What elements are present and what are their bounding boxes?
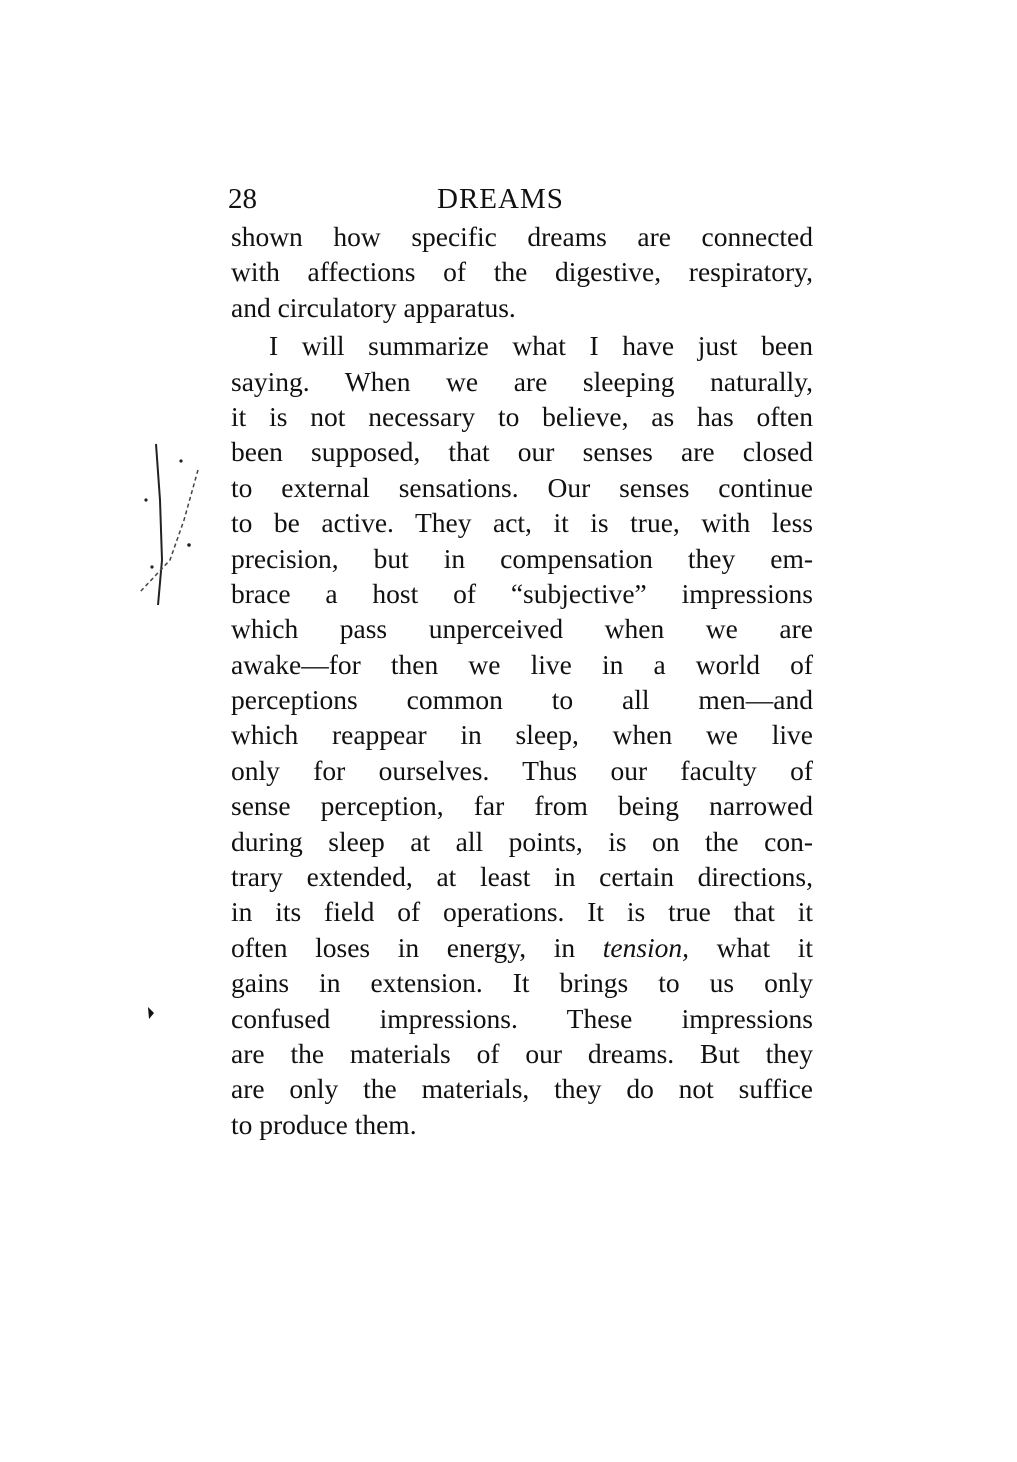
text-line: I will summarize what I have just been [269,330,813,362]
text-line: which reappear in sleep, when we live [231,719,813,751]
text-line: and circulatory apparatus. [231,291,516,323]
text-line: only for ourselves. Thus our faculty of [231,754,813,786]
text-line: to be active. They act, it is true, with less [231,507,813,539]
text-line: with affections of the digestive, respiratory, [231,256,813,288]
text-line: awake—for then we live in a world of [231,648,813,680]
text-line: to external sensations. Our senses continue [231,471,813,503]
text-line: confused impressions. These impressions [231,1002,813,1034]
text-segment: often loses in energy, in [231,931,603,963]
text-line: which pass unperceived when we are [231,613,813,645]
text-segment: what it [689,931,813,963]
text-line: it is not necessary to believe, as has often [231,400,813,432]
text-line: are the materials of our dreams. But they [231,1037,813,1069]
text-line: are only the materials, they do not suffice [231,1073,813,1105]
text-line: gains in extension. It brings to us only [231,967,813,999]
text-line: trary extended, at least in certain directions, [231,861,813,893]
text-line: sense perception, far from being narrowed [231,790,813,822]
italic-word: tension, [602,931,690,963]
text-line: precision, but in compensation they em- [231,542,813,574]
text-line: saying. When we are sleeping naturally, [231,365,813,397]
text-line: brace a host of “subjective” impressions [231,577,813,609]
text-line: been supposed, that our senses are closed [231,436,813,468]
page-number: 28 [228,183,257,215]
text-line: during sleep at all points, is on the con- [231,825,813,857]
text-line: shown how specific dreams are connected [231,221,813,252]
text-line: to produce them. [231,1108,417,1140]
text-line: perceptions common to all men—and [231,684,813,716]
running-title: DREAMS [437,183,564,215]
text-line: in its field of operations. It is true that it [231,896,813,928]
